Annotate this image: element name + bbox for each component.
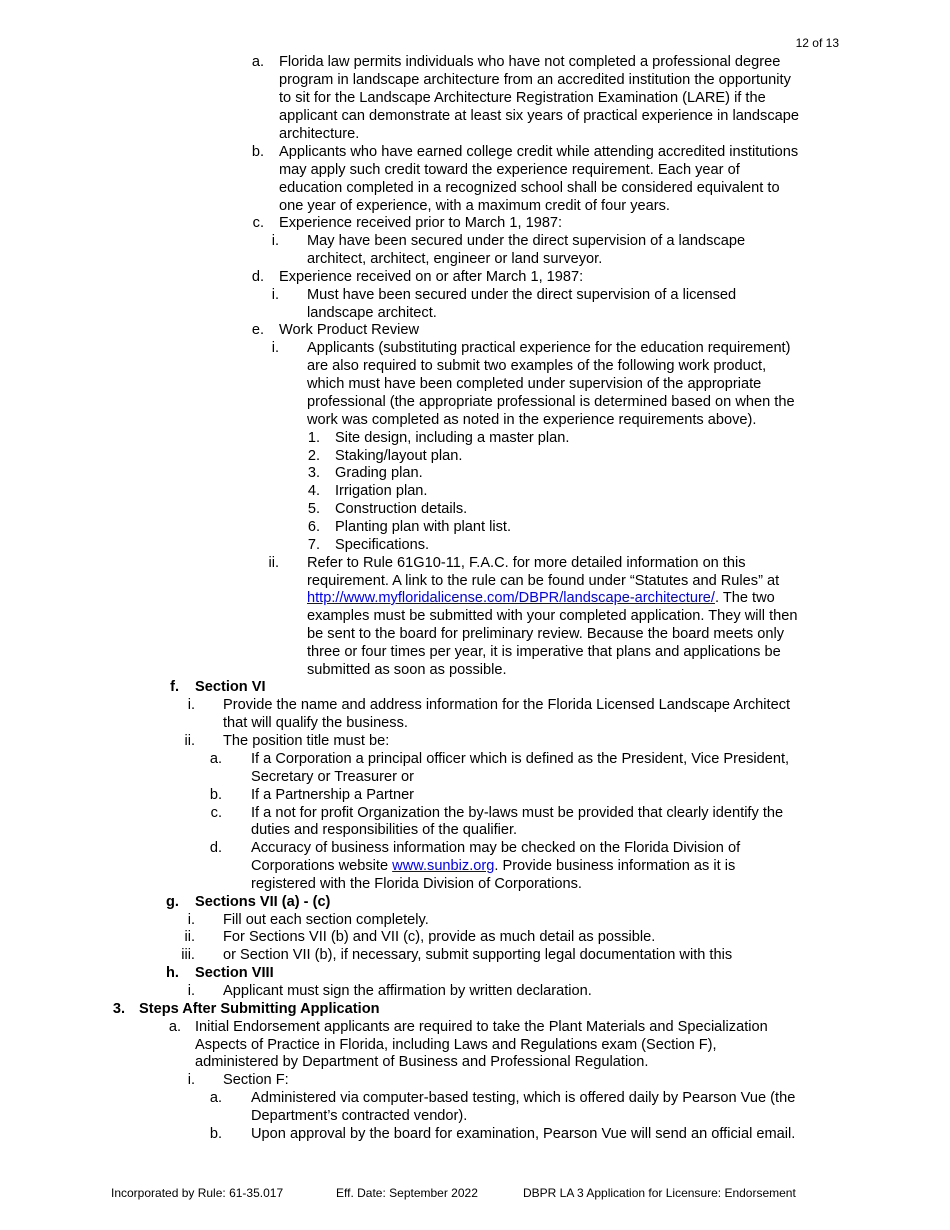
list-marker: f. <box>170 679 179 695</box>
footer-rule: Incorporated by Rule: 61-35.017 <box>111 1186 284 1200</box>
hyperlink[interactable]: www.sunbiz.org <box>392 858 495 874</box>
text-line: May have been secured under the direct supervision of a landscape <box>307 233 746 249</box>
list-marker: 7. <box>307 537 320 553</box>
page-number: 12 of 13 <box>795 36 839 50</box>
text-line: Experience received prior to March 1, 1987: <box>279 215 563 231</box>
text-line: Accuracy of business information may be checked on the Florida Division of <box>251 840 741 856</box>
list-marker: 3. <box>307 465 320 481</box>
list-marker: 5. <box>307 501 320 517</box>
text-line: Refer to Rule 61G10-11, F.A.C. for more detailed information on this <box>307 555 746 571</box>
text-line: Specifications. <box>335 537 430 553</box>
list-marker: h. <box>166 965 179 981</box>
text-line: are also required to submit two examples of the following work product, <box>307 358 767 374</box>
list-marker: b. <box>209 787 222 803</box>
text-span: . The two <box>714 590 775 606</box>
footer-effective-date: Eff. Date: September 2022 <box>336 1186 478 1200</box>
list-marker: b. <box>251 144 264 160</box>
text-line: Work Product Review <box>279 322 420 338</box>
text-line: Secretary or Treasurer or <box>251 769 415 785</box>
list-marker: ii. <box>184 733 195 749</box>
text-line: registered with the Florida Division of Corporations. <box>251 876 582 892</box>
section-heading: Sections VII (a) - (c) <box>195 894 331 910</box>
text-line: If a Partnership a Partner <box>251 787 415 803</box>
text-line: professional (the appropriate professional is determined based on when the <box>307 394 795 410</box>
list-marker: g. <box>166 894 179 910</box>
text-line: applicant can demonstrate at least six years of practical experience in landscape <box>279 108 799 124</box>
list-marker: d. <box>209 840 222 856</box>
text-line: Fill out each section completely. <box>223 912 429 928</box>
list-marker: i. <box>187 912 195 928</box>
text-line: be sent to the board for preliminary review. Because the board meets only <box>307 626 784 642</box>
list-marker: a. <box>251 54 264 70</box>
text-line: Section F: <box>223 1072 289 1088</box>
section-heading: Section VIII <box>195 965 274 981</box>
text-line: one year of experience, with a maximum credit of four years. <box>279 198 670 214</box>
text-line: architect, architect, engineer or land surveyor. <box>307 251 603 267</box>
list-marker: e. <box>251 322 264 338</box>
text-line: Applicant must sign the affirmation by written declaration. <box>223 983 592 999</box>
text-line: education completed in a recognized school shall be considered equivalent to <box>279 180 780 196</box>
text-line: requirement. A link to the rule can be found under “Statutes and Rules” at <box>307 573 780 589</box>
list-marker: d. <box>251 269 264 285</box>
text-line: Applicants who have earned college credit while attending accredited institutions <box>279 144 799 160</box>
text-line: Must have been secured under the direct supervision of a licensed <box>307 287 737 303</box>
text-line: to sit for the Landscape Architecture Registration Examination (LARE) if the <box>279 90 766 106</box>
list-marker: 4. <box>307 483 320 499</box>
text-line: For Sections VII (b) and VII (c), provide as much detail as possible. <box>223 929 656 945</box>
text-line: Department’s contracted vendor). <box>251 1108 468 1124</box>
footer-form-title: DBPR LA 3 Application for Licensure: Endorsement <box>523 1186 796 1200</box>
text-line: Florida law permits individuals who have not completed a professional degree <box>279 54 781 70</box>
hyperlink[interactable]: http://www.myfloridalicense.com/DBPR/landscape-architecture/ <box>307 590 715 606</box>
text-line: Grading plan. <box>335 465 423 481</box>
list-marker: iii. <box>181 947 195 963</box>
text-line: landscape architect. <box>307 305 437 321</box>
list-marker: c. <box>252 215 264 231</box>
text-line: examples must be submitted with your completed application. They will then <box>307 608 798 624</box>
list-marker: i. <box>271 287 279 303</box>
text-line: Aspects of Practice in Florida, including Laws and Regulations exam (Section F), <box>195 1037 717 1053</box>
list-marker: ii. <box>184 929 195 945</box>
text-line: administered by Department of Business and Professional Regulation. <box>195 1054 649 1070</box>
text-span: . Provide business information as it is <box>494 858 736 874</box>
text-line: submitted as soon as possible. <box>307 662 507 678</box>
text-line: Irrigation plan. <box>335 483 428 499</box>
list-marker: c. <box>210 805 222 821</box>
text-line: Planting plan with plant list. <box>335 519 512 535</box>
section-heading: Steps After Submitting Application <box>139 1001 380 1017</box>
list-marker: i. <box>187 697 195 713</box>
text-line: Provide the name and address information for the Florida Licensed Landscape Architect <box>223 697 791 713</box>
text-line: Administered via computer-based testing, which is offered daily by Pearson Vue (the <box>251 1090 796 1106</box>
text-line: Upon approval by the board for examination, Pearson Vue will send an official email. <box>251 1126 796 1142</box>
text-line: may apply such credit toward the experience requirement. Each year of <box>279 162 740 178</box>
text-line <box>251 857 735 875</box>
text-line: The position title must be: <box>223 733 390 749</box>
text-line: Construction details. <box>335 501 468 517</box>
text-line: If a Corporation a principal officer which is defined as the President, Vice President, <box>251 751 790 767</box>
text-line: architecture. <box>279 126 360 142</box>
list-marker: ii. <box>268 555 279 571</box>
list-marker: i. <box>187 983 195 999</box>
text-line: three or four times per year, it is imperative that plans and applications be <box>307 644 781 660</box>
text-line: If a not for profit Organization the by-laws must be provided that clearly identify the <box>251 805 784 821</box>
text-line: or Section VII (b), if necessary, submit supporting legal documentation with this <box>223 947 733 963</box>
text-line: work was completed as noted in the experience requirements above). <box>307 412 757 428</box>
list-marker: 3. <box>112 1001 125 1017</box>
text-line: Site design, including a master plan. <box>335 430 570 446</box>
list-marker: 1. <box>307 430 320 446</box>
list-marker: i. <box>271 233 279 249</box>
section-heading: Section VI <box>195 679 266 695</box>
list-marker: 2. <box>307 448 320 464</box>
list-marker: 6. <box>307 519 320 535</box>
list-marker: a. <box>168 1019 181 1035</box>
text-line: Staking/layout plan. <box>335 448 463 464</box>
text-line: program in landscape architecture from an accredited institution the opportunity <box>279 72 791 88</box>
list-marker: b. <box>209 1126 222 1142</box>
text-span: Corporations website <box>251 858 393 874</box>
text-line: that will qualify the business. <box>223 715 408 731</box>
text-line: Experience received on or after March 1, 1987: <box>279 269 584 285</box>
list-marker: a. <box>209 1090 222 1106</box>
text-line: which must have been completed under supervision of the appropriate <box>307 376 762 392</box>
list-marker: a. <box>209 751 222 767</box>
list-marker: i. <box>187 1072 195 1088</box>
text-line: duties and responsibilities of the qualifier. <box>251 822 518 838</box>
text-line <box>307 589 775 607</box>
list-marker: i. <box>271 340 279 356</box>
text-line: Initial Endorsement applicants are required to take the Plant Materials and Specialization <box>195 1019 768 1035</box>
text-line: Applicants (substituting practical experience for the education requirement) <box>307 340 791 356</box>
